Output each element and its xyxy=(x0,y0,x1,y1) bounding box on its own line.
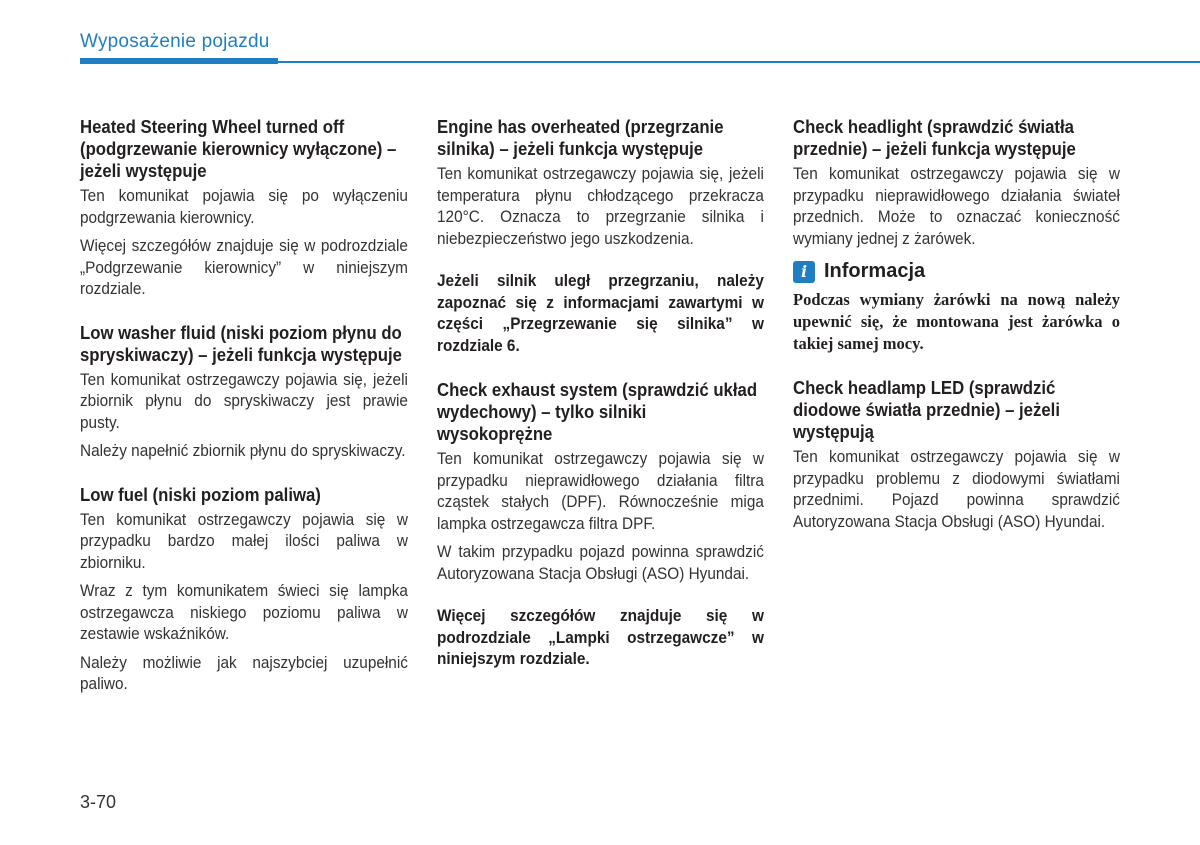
paragraph: Ten komunikat ostrzegawczy pojawia się w przypadku nieprawidłowego działania filtra cząstek stałych (DPF). Równocześnie miga lampka ostrzegawcza filtra DPF. xyxy=(437,450,764,533)
paragraph: Ten komunikat ostrzegawczy pojawia się w przypadku nieprawidłowego działania świateł przednich. Może to oznaczać konieczność wymiany jednej z żarówek. xyxy=(793,165,1120,248)
section-title-check-headlamp-led: Check headlamp LED (sprawdzić diodowe światła przednie) – jeżeli występują xyxy=(793,378,1060,442)
section-title-low-fuel: Low fuel (niski poziom paliwa) xyxy=(80,484,321,505)
paragraph: Ten komunikat ostrzegawczy pojawia się w przypadku bardzo małej ilości paliwa w zbiorniku. xyxy=(80,510,408,572)
info-icon: i xyxy=(793,261,815,283)
section-title-heated-steering: Heated Steering Wheel turned off (podgrzewanie kierownicy wyłączone) – jeżeli występuje xyxy=(80,117,397,181)
section-header-title: Wyposażenie pojazdu xyxy=(80,31,270,52)
section-title-low-washer: Low washer fluid (niski poziom płynu do spryskiwaczy) – jeżeli funkcja występuje xyxy=(80,322,402,365)
paragraph: Ten komunikat ostrzegawczy pojawia się, jeżeli temperatura płynu chłodzącego przekracza 120°C. Oznacza to przegrzanie silnika i niebezpieczeństwo jego uszkodzenia. xyxy=(437,165,764,248)
header-accent-bar xyxy=(80,58,278,64)
paragraph: Ten komunikat ostrzegawczy pojawia się w przypadku problemu z diodowymi światłami przednimi. Pojazd powinna sprawdzić Autoryzowana Stacja Obsługi (ASO) Hyundai. xyxy=(793,448,1120,531)
paragraph: Więcej szczegółów znajduje się w podrozdziale „Podgrzewanie kierownicy” w niniejszym rozdziale. xyxy=(80,237,408,298)
column-3 xyxy=(793,116,1120,540)
bold-note: Więcej szczegółów znajduje się w podrozdziale „Lampki ostrzegawcze” w niniejszym rozdziale. xyxy=(437,607,764,668)
paragraph: Ten komunikat ostrzegawczy pojawia się, jeżeli zbiornik płynu do spryskiwaczy jest prawie pusty. xyxy=(80,370,408,432)
section-title-engine-overheated: Engine has overheated (przegrzanie silnika) – jeżeli funkcja występuje xyxy=(437,117,724,159)
bold-note: Jeżeli silnik uległ przegrzaniu, należy zapoznać się z informacjami zawartymi w części „Przegrzewanie się silnika” w rozdziale 6. xyxy=(437,272,764,355)
section-title-check-headlight: Check headlight (sprawdzić światła przednie) – jeżeli funkcja występuje xyxy=(793,117,1076,159)
paragraph: Wraz z tym komunikatem świeci się lampka ostrzegawcza niskiego poziomu paliwa w zestawie wskaźników. xyxy=(80,582,408,643)
column-2 xyxy=(437,116,764,671)
info-title: Informacja xyxy=(824,260,926,282)
paragraph: W takim przypadku pojazd powinna sprawdzić Autoryzowana Stacja Obsługi (ASO) Hyundai. xyxy=(437,543,764,583)
column-1 xyxy=(80,116,408,703)
paragraph: Należy możliwie jak najszybciej uzupełnić paliwo. xyxy=(80,653,408,693)
paragraph: Ten komunikat pojawia się po wyłączeniu podgrzewania kierownicy. xyxy=(80,187,408,227)
section-title-check-exhaust: Check exhaust system (sprawdzić układ wydechowy) – tylko silniki wysokoprężne xyxy=(437,380,758,444)
info-body: Podczas wymiany żarówki na nową należy upewnić się, że montowana jest żarówka o takiej samej mocy. xyxy=(793,290,1120,353)
info-box-header xyxy=(793,260,1120,283)
page-number: 3-70 xyxy=(80,792,117,812)
paragraph: Należy napełnić zbiornik płynu do spryskiwaczy. xyxy=(80,442,406,460)
